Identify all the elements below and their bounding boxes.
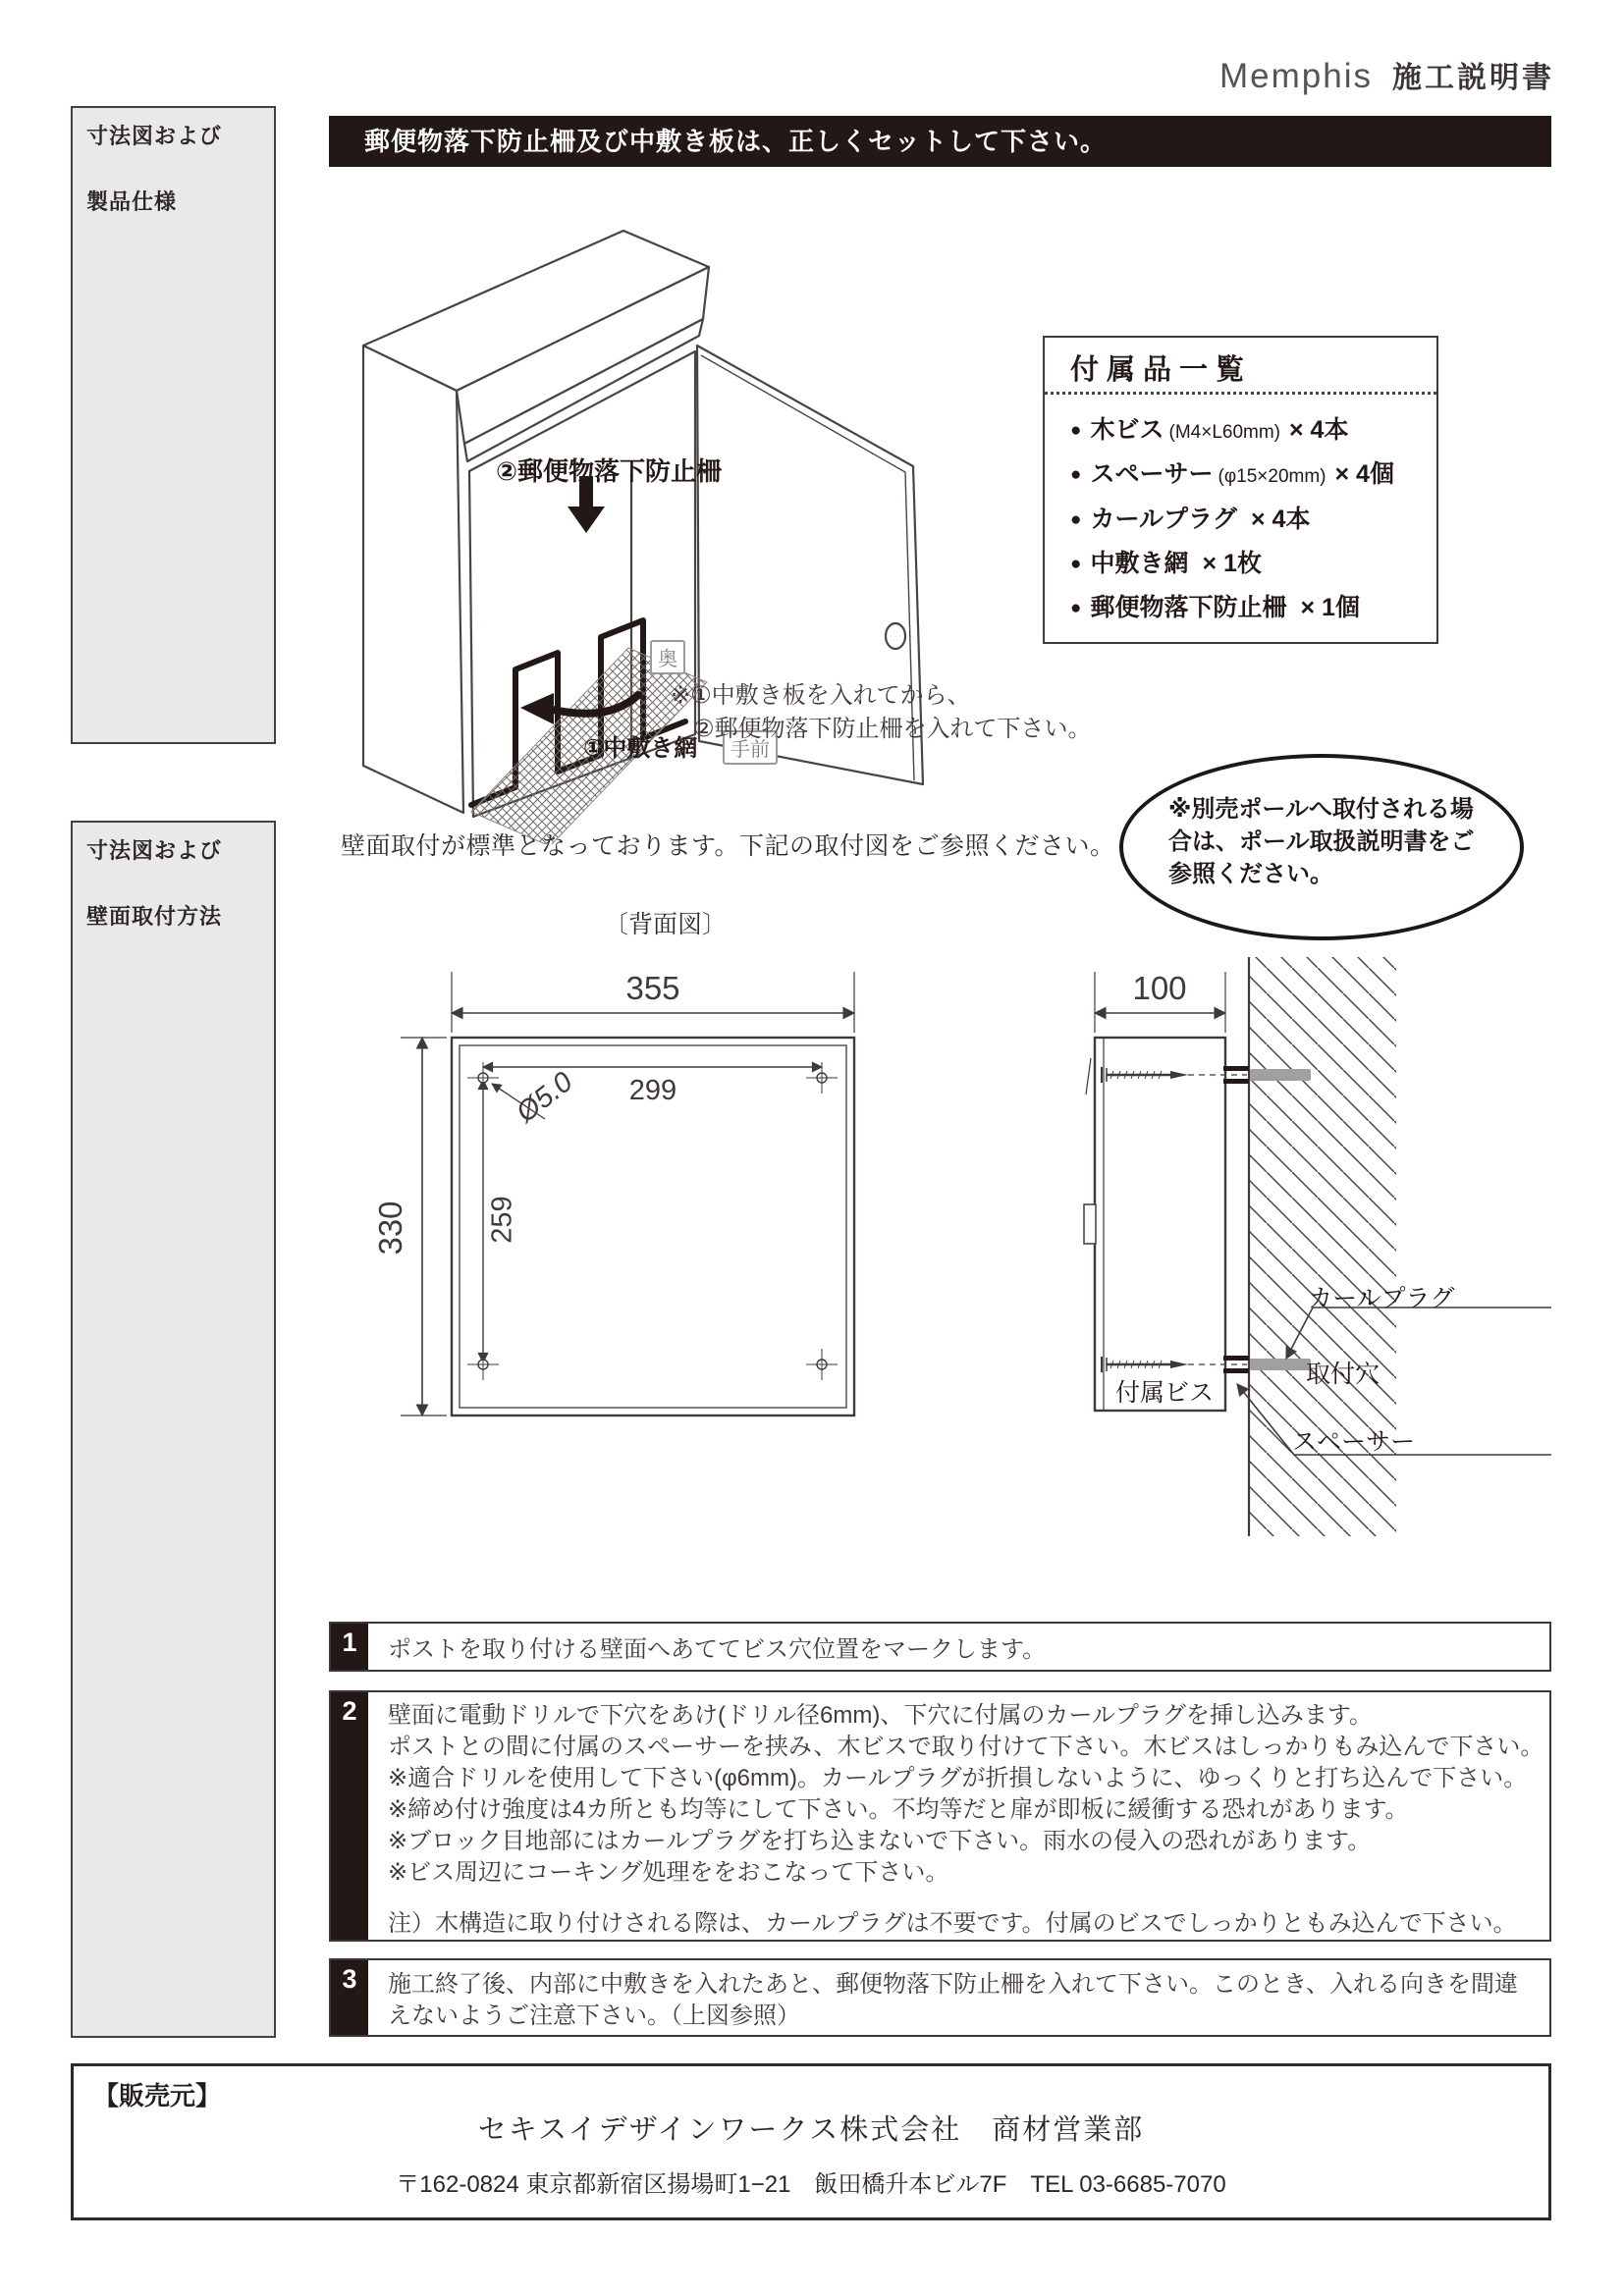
- bullet-icon: ●: [1070, 554, 1082, 574]
- dim-hole-pitch-v: 259: [486, 1196, 518, 1244]
- step-2: [329, 1690, 1551, 1942]
- door-hinge: [1084, 1204, 1096, 1244]
- step1-line1: ポストを取り付ける壁面へあててビス穴位置をマークします。: [388, 1636, 1047, 1663]
- step-number: 1: [342, 1628, 357, 1657]
- accessory-item: [1070, 588, 1360, 623]
- pole-note-line1: ※別売ポールへ取付される場: [1168, 796, 1474, 823]
- rear-view-caption: 〔背面図〕: [604, 911, 728, 938]
- set-note-line2: ②郵便物落下防止柵を入れて下さい。: [693, 716, 1092, 742]
- accessories-panel: [1043, 336, 1438, 644]
- distributor-company: セキスイデザインワークス株式会社 商材営業部: [477, 2114, 1145, 2146]
- step2-note: 注）木構造に取り付けされる際は、カールプラグは不要です。付属のビスでしっかりともみ込んで下さい。: [388, 1910, 1517, 1937]
- label-spacer: スペーサー: [1292, 1428, 1416, 1456]
- dim-hole-dia: Ø5.0: [511, 1066, 579, 1130]
- accessory-qty: × 1個: [1300, 594, 1360, 621]
- warning-banner-text: 郵便物落下防止柵及び中敷き板は、正しくセットして下さい。: [364, 127, 1108, 156]
- document-title: 施工説明書: [1392, 62, 1554, 94]
- step-1: [329, 1622, 1551, 1672]
- accessories-title: 付属品一覧: [1070, 354, 1253, 386]
- step-3: [329, 1958, 1551, 2037]
- mat-label: ①中敷き網: [583, 735, 698, 762]
- accessory-name: スペーサー: [1090, 460, 1214, 488]
- distributor-address: 〒162-0824 東京都新宿区揚場町1−21 飯田橋升本ビル7F TEL 03-6685-7070: [396, 2171, 1226, 2198]
- pole-note-line2: 合は、ポール取扱説明書をご: [1168, 828, 1475, 855]
- guard-label: ②郵便物落下防止柵: [496, 456, 723, 486]
- accessories-divider: [1045, 392, 1436, 395]
- step-number: 2: [342, 1696, 357, 1726]
- bullet-icon: ●: [1070, 509, 1082, 530]
- section1-sidebar-line2: 製品仕様: [86, 189, 178, 214]
- brand-name: Memphis: [1219, 57, 1373, 95]
- section2-sidebar: [71, 821, 276, 2038]
- wall-mount-intro: 壁面取付が標準となっております。下記の取付図をご参照ください。: [341, 832, 1115, 860]
- step3-line2: えないようご注意下さい。（上図参照）: [388, 2002, 800, 2029]
- label-plug: カールプラグ: [1308, 1285, 1455, 1312]
- step-number: 3: [342, 1964, 357, 1994]
- warning-banner: [329, 116, 1551, 167]
- dim-hole-pitch-h: 299: [628, 1075, 677, 1106]
- depth-back-tag: 奥: [650, 640, 685, 674]
- wall-plug: [1250, 1359, 1311, 1370]
- label-hole: 取付穴: [1306, 1361, 1380, 1388]
- step3-line1: 施工終了後、内部に中敷きを入れたあと、郵便物落下防止柵を入れて下さい。このとき、入れる向きを間違: [388, 1971, 1519, 1998]
- accessory-spec: (φ15×20mm): [1218, 466, 1326, 487]
- accessory-qty: × 4個: [1334, 460, 1394, 488]
- dim-height: 330: [372, 1201, 408, 1255]
- label-screw: 付属ビス: [1115, 1379, 1215, 1407]
- step2-line4: ※締め付け強度は4カ所とも均等にして下さい。不均等だと扉が即板に緩衝する恐れがあります。: [388, 1796, 1409, 1823]
- accessory-item: [1070, 500, 1310, 535]
- mailbox-left-face: [363, 346, 463, 813]
- step2-line1: 壁面に電動ドリルで下穴をあけ(ドリル径6mm)、下穴に付属のカールプラグを挿し込みます。: [388, 1702, 1373, 1729]
- page-header: [0, 53, 1554, 96]
- bullet-icon: ●: [1070, 598, 1082, 618]
- accessory-name: カールプラグ: [1090, 506, 1237, 533]
- bullet-icon: ●: [1070, 464, 1082, 485]
- wall-plug: [1250, 1069, 1311, 1081]
- accessory-spec: (M4×L60mm): [1168, 422, 1280, 443]
- step2-line3: ※適合ドリルを使用して下さい(φ6mm)。カールプラグが折損しないように、ゆっくりと打ち込んで下さい。: [388, 1765, 1528, 1791]
- step-number-bar: [331, 1692, 368, 1940]
- depth-front-tag: 手前: [723, 730, 778, 765]
- step2-line6: ※ビス周辺にコーキング処理ををおこなって下さい。: [388, 1859, 949, 1886]
- door-knob: [886, 623, 905, 649]
- dim-width: 355: [625, 970, 680, 1006]
- dim-depth: 100: [1132, 970, 1187, 1006]
- distributor-label: 【販売元】: [93, 2081, 222, 2110]
- accessory-qty: × 1枚: [1202, 550, 1262, 577]
- section2-sidebar-line1: 寸法図および: [86, 838, 223, 863]
- set-note-line1: ※①中敷き板を入れてから、: [671, 682, 971, 709]
- accessory-item: [1070, 410, 1348, 446]
- accessory-item: [1070, 454, 1394, 490]
- section1-sidebar: [71, 106, 276, 744]
- step2-line5: ※ブロック目地部にはカールプラグを打ち込まないで下さい。雨水の侵入の恐れがあります。: [388, 1828, 1372, 1854]
- accessory-name: 木ビス: [1090, 416, 1164, 444]
- rear-view-diagram: [401, 972, 854, 1415]
- footer-box: [71, 2063, 1551, 2220]
- pole-note-balloon: [1119, 754, 1524, 940]
- bullet-icon: ●: [1070, 420, 1082, 441]
- step2-line2: ポストとの間に付属のスペーサーを挟み、木ビスで取り付けて下さい。木ビスはしっかりもみ込んで下さい。: [388, 1734, 1544, 1760]
- accessory-qty: × 4本: [1251, 506, 1311, 533]
- accessory-qty: × 4本: [1289, 416, 1349, 444]
- accessory-item: [1070, 544, 1262, 579]
- accessory-name: 中敷き網: [1090, 550, 1189, 577]
- pole-note-line3: 参照ください。: [1168, 861, 1333, 887]
- accessory-name: 郵便物落下防止柵: [1090, 594, 1287, 621]
- installation-diagram: [373, 942, 1571, 1551]
- section2-sidebar-line2: 壁面取付方法: [86, 904, 223, 929]
- section1-sidebar-line1: 寸法図および: [86, 124, 223, 148]
